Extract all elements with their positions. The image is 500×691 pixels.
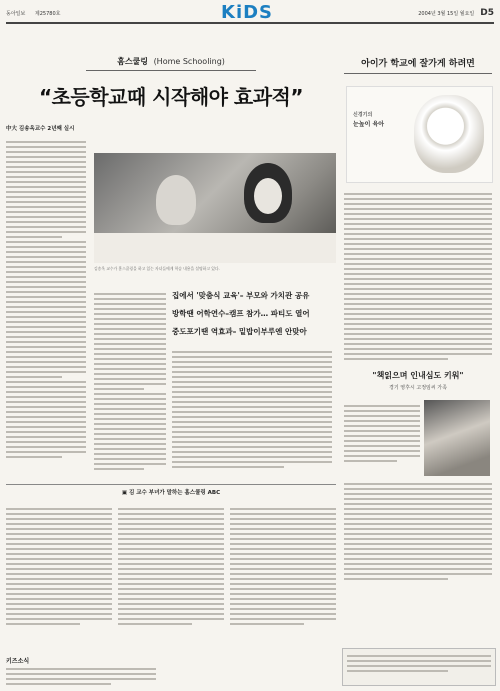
headline: “초등학교때 시작해야 효과적” (38, 85, 304, 109)
kids-logo: KiDS (221, 2, 274, 23)
abc-box (6, 484, 336, 665)
right-second-body (344, 402, 420, 465)
right-top-title: 아이가 학교에 잘가게 하려면 (361, 59, 475, 69)
subhead-2: 방학땐 어학연수–캠프 참가… 파티도 열어 (172, 309, 310, 318)
photo-caption: 김송옥 교수가 홈스쿨링을 하고 있는 자녀들에게 학습 내용을 설명하고 있다. (94, 266, 220, 271)
photo-person-father (156, 175, 196, 225)
cartoon-subtitle: 신경기의 (353, 112, 373, 118)
subhead-3: 중도포기땐 역효과– 밑밥이부루엔 안맞아 (172, 327, 307, 336)
small-notice-box (342, 648, 496, 686)
right-second-author: 경기 영후시 고정임씨 가족 (389, 385, 447, 391)
article-photo (94, 153, 336, 263)
right-rule (344, 73, 492, 74)
right-body-text (344, 190, 492, 363)
kids-news-title: 키즈소식 (6, 658, 30, 665)
right-second-body-2 (344, 480, 492, 583)
page-number: D5 (480, 8, 494, 18)
cartoon-box (346, 86, 493, 183)
kids-news-text (6, 668, 156, 685)
issue-info: 제25780호 (34, 10, 61, 17)
main-article (6, 28, 336, 686)
section-rule (86, 70, 256, 71)
small-notice-text (343, 649, 495, 678)
photo-desk (94, 233, 336, 263)
abc-box-title: ▣ 김 교수 부녀가 말하는 홈스쿨링 ABC (121, 490, 221, 496)
body-text-col2 (94, 290, 166, 473)
cartoon-illustration (414, 95, 484, 173)
paper-name: 동아일보 (6, 10, 26, 17)
photo-person-daughter-face (254, 178, 282, 214)
subhead-1: 집에서 '맞춤식 교육'– 부모와 가치관 공유 (172, 291, 310, 300)
right-column (342, 28, 494, 686)
body-text-col3 (172, 348, 332, 471)
byline: 中大 김송옥교수 2년째 실시 (6, 126, 75, 132)
masthead-date: 2004년 3월 15일 월요일 (418, 10, 475, 17)
section-eng: (Home Schooling) (153, 57, 225, 66)
masthead (6, 4, 494, 24)
abc-box-text (6, 502, 336, 631)
right-second-title: "책읽으며 인내심도 키워" (372, 371, 464, 380)
body-text-col1 (6, 138, 86, 461)
subheads (172, 290, 332, 344)
section-kor: 홈스쿨링 (117, 57, 149, 66)
cartoon-title: 눈높이 육아 (353, 121, 385, 128)
family-photo (424, 400, 490, 476)
kids-news (6, 656, 156, 688)
section-title (6, 56, 336, 67)
masthead-left (6, 10, 418, 17)
